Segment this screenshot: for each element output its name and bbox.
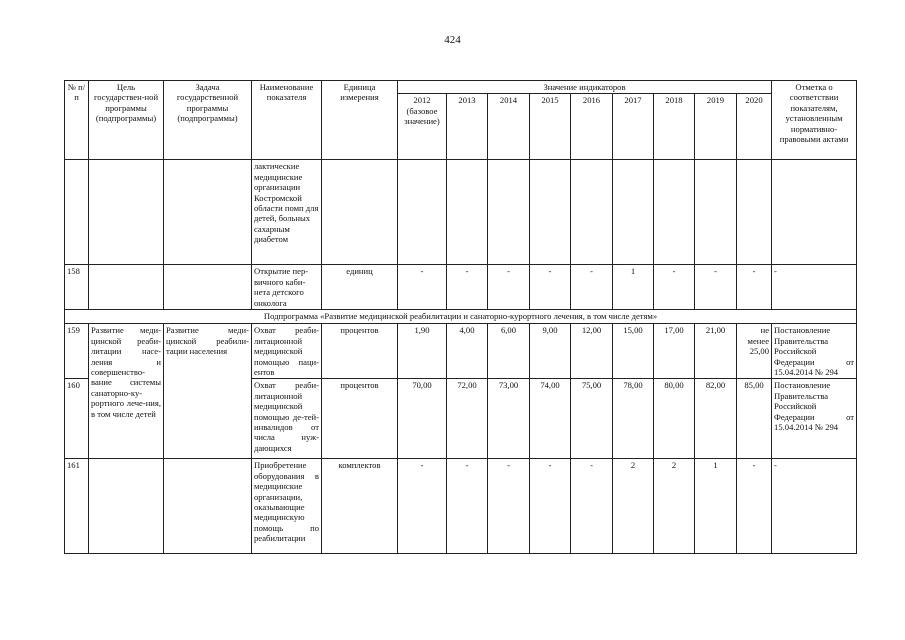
cell-value-2015: - [530, 459, 571, 554]
cell-value-2018: 2 [654, 459, 695, 554]
cell-unit: единиц [322, 265, 398, 310]
cell-goal [89, 459, 164, 554]
cell-indicator: Охват реаби-литационной медицинской помощью де-тей-инвалидов от числа нуж-дающихся [252, 379, 322, 459]
cell-value-2020: - [737, 265, 772, 310]
cell-goal [89, 265, 164, 310]
cell-value-2012: - [398, 459, 447, 554]
cell-value-2017: 1 [613, 265, 654, 310]
page-number: 424 [444, 34, 461, 46]
header-year-2018: 2018 [654, 94, 695, 160]
cell-indicator: лактические медицинские организации Костромской области помп для детей, больных сахарным диабетом [252, 160, 322, 265]
cell-value [447, 160, 488, 265]
table-row-continuation [65, 160, 857, 265]
cell-value-2012: 70,00 [398, 379, 447, 459]
cell-value-2016: 12,00 [571, 324, 613, 379]
cell-unit: процентов [322, 379, 398, 459]
cell-value-2014: - [488, 265, 530, 310]
cell-indicator: Открытие пер-вичного каби-нета детского онколога [252, 265, 322, 310]
cell-note: Постановление Правительства Российской Федерации от 15.04.2014 № 294 [772, 324, 857, 379]
cell-value-2013: 4,00 [447, 324, 488, 379]
cell-num: 159 [65, 324, 89, 379]
indicators-table [64, 80, 857, 554]
header-year-2017: 2017 [613, 94, 654, 160]
cell-note [772, 160, 857, 265]
cell-value-2018: 80,00 [654, 379, 695, 459]
header-year-2015: 2015 [530, 94, 571, 160]
cell-value [398, 160, 447, 265]
cell-value-2012: 1,90 [398, 324, 447, 379]
header-values: Значение индикаторов [398, 81, 772, 94]
cell-indicator: Приобретение оборудования в медицинские организации, оказывающие медицинскую помощь по реабилитации [252, 459, 322, 554]
cell-value-2019: 82,00 [695, 379, 737, 459]
header-year-2020: 2020 [737, 94, 772, 160]
cell-value-2016: 75,00 [571, 379, 613, 459]
header-year-2019: 2019 [695, 94, 737, 160]
cell-value [571, 160, 613, 265]
cell-value-2015: 9,00 [530, 324, 571, 379]
subprogram-title: Подпрограмма «Развитие медицинской реабилитации и санаторно-курортного лечения, в том числе детям» [65, 310, 857, 324]
header-year-2012: 2012 (базовое значение) [398, 94, 447, 160]
cell-num: 160 [65, 379, 89, 459]
cell-value-2015: 74,00 [530, 379, 571, 459]
cell-value [654, 160, 695, 265]
cell-value [488, 160, 530, 265]
cell-note: - [772, 265, 857, 310]
cell-indicator: Охват реаби-литационной медицинской помощью паци-ентов [252, 324, 322, 379]
cell-value-2013: - [447, 265, 488, 310]
cell-note: Постановление Правительства Российской Федерации от 15.04.2014 № 294 [772, 379, 857, 459]
cell-value-2017: 78,00 [613, 379, 654, 459]
cell-num: 161 [65, 459, 89, 554]
cell-num: 158 [65, 265, 89, 310]
cell-value [530, 160, 571, 265]
cell-value-2018: - [654, 265, 695, 310]
cell-value-2016: - [571, 265, 613, 310]
header-unit: Единица измерения [322, 81, 398, 160]
header-note: Отметка о соответствии показателям, установленным нормативно-правовыми актами [772, 81, 857, 160]
header-year-2013: 2013 [447, 94, 488, 160]
header-indicator: Наименование показателя [252, 81, 322, 160]
cell-goal: Развитие меди-цинской реаби-литации насе-ления и совершенство-вание системы санаторно-ку-рортного лече-ния, в том числе детей [89, 324, 164, 459]
cell-unit: комплектов [322, 459, 398, 554]
table-row-159 [65, 324, 857, 379]
cell-value-2012: - [398, 265, 447, 310]
cell-value-2017: 2 [613, 459, 654, 554]
cell-note: - [772, 459, 857, 554]
cell-value-2014: 73,00 [488, 379, 530, 459]
cell-unit: процентов [322, 324, 398, 379]
cell-value-2020: 85,00 [737, 379, 772, 459]
cell-unit [322, 160, 398, 265]
cell-value-2019: 21,00 [695, 324, 737, 379]
cell-task: Развитие меди-цинской реабили-тации населения [164, 324, 252, 459]
header-row [65, 81, 857, 94]
cell-value-2013: 72,00 [447, 379, 488, 459]
cell-value-2019: - [695, 265, 737, 310]
cell-value-2015: - [530, 265, 571, 310]
cell-value [737, 160, 772, 265]
cell-task [164, 459, 252, 554]
cell-value [613, 160, 654, 265]
cell-task [164, 265, 252, 310]
header-task: Задача государственной программы (подпрограммы) [164, 81, 252, 160]
table-row-158 [65, 265, 857, 310]
cell-value-2016: - [571, 459, 613, 554]
header-year-2014: 2014 [488, 94, 530, 160]
header-goal: Цель государствен-ной программы (подпрограммы) [89, 81, 164, 160]
subprogram-row [65, 310, 857, 324]
cell-value-2014: - [488, 459, 530, 554]
cell-value-2014: 6,00 [488, 324, 530, 379]
cell-value-2020: не менее 25,00 [737, 324, 772, 379]
table-row-161 [65, 459, 857, 554]
cell-task [164, 160, 252, 265]
cell-num [65, 160, 89, 265]
cell-value-2020: - [737, 459, 772, 554]
cell-value-2017: 15,00 [613, 324, 654, 379]
cell-value-2019: 1 [695, 459, 737, 554]
header-num: № п/п [65, 81, 89, 160]
cell-value-2013: - [447, 459, 488, 554]
cell-value [695, 160, 737, 265]
cell-goal [89, 160, 164, 265]
header-year-2016: 2016 [571, 94, 613, 160]
cell-value-2018: 17,00 [654, 324, 695, 379]
